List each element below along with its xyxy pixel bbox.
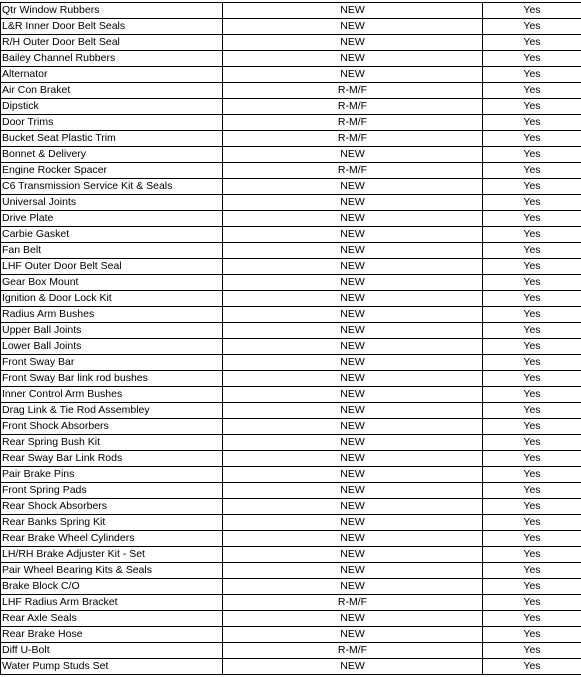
condition-cell[interactable]: NEW bbox=[223, 483, 483, 499]
condition-cell[interactable]: R-M/F bbox=[223, 643, 483, 659]
status-cell[interactable]: Yes bbox=[483, 355, 581, 371]
part-name-cell[interactable]: Engine Rocker Spacer bbox=[1, 163, 223, 179]
status-cell[interactable]: Yes bbox=[483, 323, 581, 339]
table-row bbox=[1, 291, 581, 307]
part-name-cell[interactable]: Rear Spring Bush Kit bbox=[1, 435, 223, 451]
part-name-cell[interactable]: Rear Banks Spring Kit bbox=[1, 515, 223, 531]
status-cell[interactable]: Yes bbox=[483, 515, 581, 531]
table-row bbox=[1, 563, 581, 579]
status-cell[interactable]: Yes bbox=[483, 643, 581, 659]
table-row bbox=[1, 211, 581, 227]
status-cell[interactable]: Yes bbox=[483, 51, 581, 67]
part-name-cell[interactable]: Front Sway Bar link rod bushes bbox=[1, 371, 223, 387]
part-name-cell[interactable]: Door Trims bbox=[1, 115, 223, 131]
condition-cell[interactable]: R-M/F bbox=[223, 595, 483, 611]
status-cell[interactable]: Yes bbox=[483, 275, 581, 291]
condition-cell[interactable]: NEW bbox=[223, 531, 483, 547]
condition-cell[interactable]: NEW bbox=[223, 35, 483, 51]
status-cell[interactable]: Yes bbox=[483, 419, 581, 435]
status-cell[interactable]: Yes bbox=[483, 659, 581, 675]
part-name-cell[interactable]: Front Shock Absorbers bbox=[1, 419, 223, 435]
part-name-cell[interactable]: Rear Brake Hose bbox=[1, 627, 223, 643]
part-name-cell[interactable]: Gear Box Mount bbox=[1, 275, 223, 291]
condition-cell[interactable]: NEW bbox=[223, 579, 483, 595]
status-cell[interactable]: Yes bbox=[483, 371, 581, 387]
table-row bbox=[1, 355, 581, 371]
part-name-cell[interactable]: Radius Arm Bushes bbox=[1, 307, 223, 323]
parts-table-body bbox=[1, 3, 581, 675]
condition-cell[interactable]: NEW bbox=[223, 19, 483, 35]
status-cell[interactable]: Yes bbox=[483, 131, 581, 147]
status-cell[interactable]: Yes bbox=[483, 579, 581, 595]
part-name-cell[interactable]: LH/RH Brake Adjuster Kit - Set bbox=[1, 547, 223, 563]
table-row bbox=[1, 499, 581, 515]
table-row bbox=[1, 451, 581, 467]
condition-cell[interactable]: NEW bbox=[223, 179, 483, 195]
condition-cell[interactable]: NEW bbox=[223, 291, 483, 307]
condition-cell[interactable]: NEW bbox=[223, 323, 483, 339]
status-cell[interactable]: Yes bbox=[483, 291, 581, 307]
condition-cell[interactable]: NEW bbox=[223, 339, 483, 355]
table-row bbox=[1, 227, 581, 243]
part-name-cell[interactable]: Rear Sway Bar Link Rods bbox=[1, 451, 223, 467]
condition-cell[interactable]: NEW bbox=[223, 51, 483, 67]
table-row bbox=[1, 579, 581, 595]
table-row bbox=[1, 323, 581, 339]
part-name-cell[interactable]: Front Sway Bar bbox=[1, 355, 223, 371]
condition-cell[interactable]: NEW bbox=[223, 419, 483, 435]
condition-cell[interactable]: R-M/F bbox=[223, 83, 483, 99]
part-name-cell[interactable]: Rear Shock Absorbers bbox=[1, 499, 223, 515]
part-name-cell[interactable]: Dipstick bbox=[1, 99, 223, 115]
table-row bbox=[1, 19, 581, 35]
table-row bbox=[1, 131, 581, 147]
table-row bbox=[1, 83, 581, 99]
condition-cell[interactable]: NEW bbox=[223, 659, 483, 675]
status-cell[interactable]: Yes bbox=[483, 211, 581, 227]
status-cell[interactable]: Yes bbox=[483, 307, 581, 323]
status-cell[interactable]: Yes bbox=[483, 563, 581, 579]
status-cell[interactable]: Yes bbox=[483, 499, 581, 515]
table-row bbox=[1, 3, 581, 19]
condition-cell[interactable]: NEW bbox=[223, 371, 483, 387]
table-row bbox=[1, 339, 581, 355]
condition-cell[interactable]: NEW bbox=[223, 355, 483, 371]
condition-cell[interactable]: NEW bbox=[223, 307, 483, 323]
status-cell[interactable]: Yes bbox=[483, 35, 581, 51]
status-cell[interactable]: Yes bbox=[483, 67, 581, 83]
condition-cell[interactable]: NEW bbox=[223, 211, 483, 227]
part-name-cell[interactable]: Universal Joints bbox=[1, 195, 223, 211]
condition-cell[interactable]: NEW bbox=[223, 387, 483, 403]
condition-cell[interactable]: R-M/F bbox=[223, 131, 483, 147]
table-row bbox=[1, 99, 581, 115]
condition-cell[interactable]: NEW bbox=[223, 275, 483, 291]
condition-cell[interactable]: NEW bbox=[223, 3, 483, 19]
part-name-cell[interactable]: Rear Axle Seals bbox=[1, 611, 223, 627]
condition-cell[interactable]: NEW bbox=[223, 627, 483, 643]
status-cell[interactable]: Yes bbox=[483, 403, 581, 419]
status-cell[interactable]: Yes bbox=[483, 259, 581, 275]
table-row bbox=[1, 467, 581, 483]
condition-cell[interactable]: R-M/F bbox=[223, 99, 483, 115]
table-row bbox=[1, 307, 581, 323]
status-cell[interactable]: Yes bbox=[483, 163, 581, 179]
status-cell[interactable]: Yes bbox=[483, 483, 581, 499]
condition-cell[interactable]: NEW bbox=[223, 611, 483, 627]
table-row bbox=[1, 659, 581, 675]
table-row bbox=[1, 419, 581, 435]
part-name-cell[interactable]: R/H Outer Door Belt Seal bbox=[1, 35, 223, 51]
condition-cell[interactable]: NEW bbox=[223, 467, 483, 483]
condition-cell[interactable]: NEW bbox=[223, 227, 483, 243]
part-name-cell[interactable]: Upper Ball Joints bbox=[1, 323, 223, 339]
status-cell[interactable]: Yes bbox=[483, 195, 581, 211]
part-name-cell[interactable]: Lower Ball Joints bbox=[1, 339, 223, 355]
part-name-cell[interactable]: Pair Brake Pins bbox=[1, 467, 223, 483]
status-cell[interactable]: Yes bbox=[483, 227, 581, 243]
table-row bbox=[1, 515, 581, 531]
parts-spreadsheet bbox=[0, 2, 581, 675]
status-cell[interactable]: Yes bbox=[483, 179, 581, 195]
condition-cell[interactable]: NEW bbox=[223, 259, 483, 275]
part-name-cell[interactable]: Water Pump Studs Set bbox=[1, 659, 223, 675]
table-row bbox=[1, 483, 581, 499]
status-cell[interactable]: Yes bbox=[483, 19, 581, 35]
status-cell[interactable]: Yes bbox=[483, 3, 581, 19]
part-name-cell[interactable]: Drag Link & Tie Rod Assembley bbox=[1, 403, 223, 419]
part-name-cell[interactable]: C6 Transmission Service Kit & Seals bbox=[1, 179, 223, 195]
condition-cell[interactable]: NEW bbox=[223, 563, 483, 579]
table-row bbox=[1, 531, 581, 547]
part-name-cell[interactable]: L&R Inner Door Belt Seals bbox=[1, 19, 223, 35]
condition-cell[interactable]: NEW bbox=[223, 515, 483, 531]
condition-cell[interactable]: NEW bbox=[223, 547, 483, 563]
table-row bbox=[1, 403, 581, 419]
status-cell[interactable]: Yes bbox=[483, 243, 581, 259]
table-row bbox=[1, 387, 581, 403]
status-cell[interactable]: Yes bbox=[483, 547, 581, 563]
part-name-cell[interactable]: Air Con Braket bbox=[1, 83, 223, 99]
table-row bbox=[1, 627, 581, 643]
status-cell[interactable]: Yes bbox=[483, 627, 581, 643]
part-name-cell[interactable]: Front Spring Pads bbox=[1, 483, 223, 499]
condition-cell[interactable]: NEW bbox=[223, 435, 483, 451]
table-row bbox=[1, 51, 581, 67]
table-row bbox=[1, 275, 581, 291]
part-name-cell[interactable]: Alternator bbox=[1, 67, 223, 83]
table-row bbox=[1, 163, 581, 179]
part-name-cell[interactable]: Rear Brake Wheel Cylinders bbox=[1, 531, 223, 547]
part-name-cell[interactable]: Diff U-Bolt bbox=[1, 643, 223, 659]
condition-cell[interactable]: R-M/F bbox=[223, 163, 483, 179]
part-name-cell[interactable]: Fan Belt bbox=[1, 243, 223, 259]
status-cell[interactable]: Yes bbox=[483, 99, 581, 115]
table-row bbox=[1, 35, 581, 51]
condition-cell[interactable]: NEW bbox=[223, 195, 483, 211]
status-cell[interactable]: Yes bbox=[483, 611, 581, 627]
part-name-cell[interactable]: LHF Outer Door Belt Seal bbox=[1, 259, 223, 275]
condition-cell[interactable]: NEW bbox=[223, 67, 483, 83]
part-name-cell[interactable]: Bonnet & Delivery bbox=[1, 147, 223, 163]
status-cell[interactable]: Yes bbox=[483, 531, 581, 547]
table-row bbox=[1, 595, 581, 611]
table-row bbox=[1, 643, 581, 659]
table-row bbox=[1, 611, 581, 627]
condition-cell[interactable]: R-M/F bbox=[223, 115, 483, 131]
status-cell[interactable]: Yes bbox=[483, 467, 581, 483]
table-row bbox=[1, 195, 581, 211]
table-row bbox=[1, 259, 581, 275]
condition-cell[interactable]: NEW bbox=[223, 147, 483, 163]
condition-cell[interactable]: NEW bbox=[223, 243, 483, 259]
status-cell[interactable]: Yes bbox=[483, 451, 581, 467]
part-name-cell[interactable]: Bailey Channel Rubbers bbox=[1, 51, 223, 67]
part-name-cell[interactable]: Drive Plate bbox=[1, 211, 223, 227]
part-name-cell[interactable]: LHF Radius Arm Bracket bbox=[1, 595, 223, 611]
table-row bbox=[1, 547, 581, 563]
part-name-cell[interactable]: Pair Wheel Bearing Kits & Seals bbox=[1, 563, 223, 579]
status-cell[interactable]: Yes bbox=[483, 147, 581, 163]
part-name-cell[interactable]: Brake Block C/O bbox=[1, 579, 223, 595]
status-cell[interactable]: Yes bbox=[483, 83, 581, 99]
table-row bbox=[1, 147, 581, 163]
status-cell[interactable]: Yes bbox=[483, 339, 581, 355]
status-cell[interactable]: Yes bbox=[483, 435, 581, 451]
part-name-cell[interactable]: Qtr Window Rubbers bbox=[1, 3, 223, 19]
table-row bbox=[1, 115, 581, 131]
part-name-cell[interactable]: Bucket Seat Plastic Trim bbox=[1, 131, 223, 147]
status-cell[interactable]: Yes bbox=[483, 595, 581, 611]
part-name-cell[interactable]: Inner Control Arm Bushes bbox=[1, 387, 223, 403]
part-name-cell[interactable]: Ignition & Door Lock Kit bbox=[1, 291, 223, 307]
table-row bbox=[1, 179, 581, 195]
condition-cell[interactable]: NEW bbox=[223, 451, 483, 467]
status-cell[interactable]: Yes bbox=[483, 387, 581, 403]
table-row bbox=[1, 371, 581, 387]
table-row bbox=[1, 67, 581, 83]
status-cell[interactable]: Yes bbox=[483, 115, 581, 131]
table-row bbox=[1, 243, 581, 259]
condition-cell[interactable]: NEW bbox=[223, 499, 483, 515]
table-row bbox=[1, 435, 581, 451]
part-name-cell[interactable]: Carbie Gasket bbox=[1, 227, 223, 243]
condition-cell[interactable]: NEW bbox=[223, 403, 483, 419]
